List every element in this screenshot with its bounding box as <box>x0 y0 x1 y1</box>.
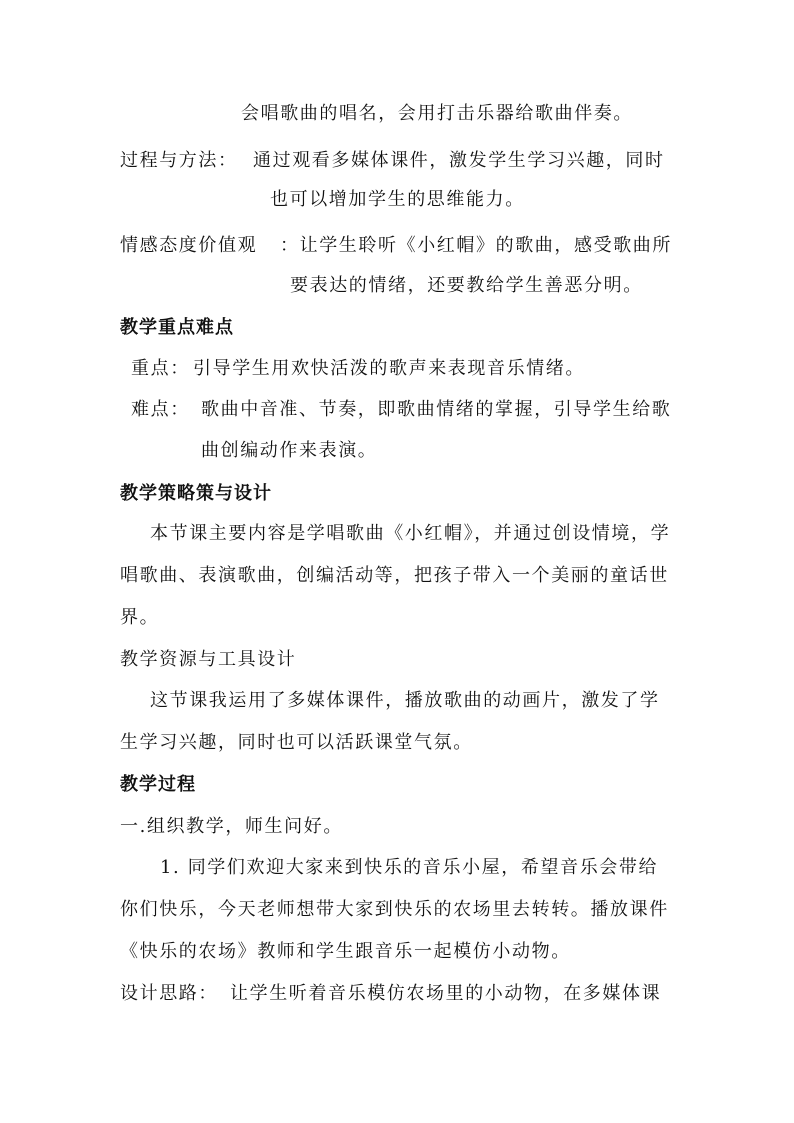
resources-heading: 教学资源与工具设计 <box>120 649 297 670</box>
emotion-attitude-text: ：让学生聆听《小红帽》的歌曲，感受歌曲所 <box>280 235 672 256</box>
key-point-text: 引导学生用欢快活泼的歌声来表现音乐情绪。 <box>193 358 585 379</box>
emotion-attitude-text-continued: 要表达的情绪，还要教给学生善恶分明。 <box>290 275 643 296</box>
teaching-process-heading: 教学过程 <box>120 774 196 795</box>
key-point-label: 重点： <box>131 358 190 379</box>
difficulty-label: 难点： <box>131 399 190 420</box>
skills-objective-continued: 会唱歌曲的唱名，会用打击乐器给歌曲伴奏。 <box>241 103 633 124</box>
process-item-1-line-3: 《快乐的农场》教师和学生跟音乐一起模仿小动物。 <box>120 941 571 962</box>
design-idea-text: 让学生听着音乐模仿农场里的小动物，在多媒体课 <box>230 983 662 1004</box>
process-item-1-line-2: 你们快乐，今天老师想带大家到快乐的农场里去转转。播放课件 <box>120 899 669 920</box>
strategy-paragraph-line-3: 界。 <box>120 607 160 628</box>
process-method-label: 过程与方法： <box>120 150 238 171</box>
emotion-attitude-label: 情感态度价值观 <box>120 235 258 256</box>
process-item-1-line-1: 1. 同学们欢迎大家来到快乐的音乐小屋，希望音乐会带给 <box>160 857 659 878</box>
step-organize-teaching: 一.组织教学，师生问好。 <box>120 816 343 837</box>
process-method-text-continued: 也可以增加学生的思维能力。 <box>270 189 525 210</box>
strategy-paragraph-line-1: 本节课主要内容是学唱歌曲《小红帽》，并通过创设情境，学 <box>150 523 671 544</box>
resources-paragraph-line-2: 生学习兴趣，同时也可以活跃课堂气氛。 <box>120 732 473 753</box>
key-difficult-points-heading: 教学重点难点 <box>120 317 234 338</box>
strategy-heading: 教学策略策与设计 <box>120 483 272 504</box>
design-idea-label: 设计思路： <box>120 983 218 1004</box>
difficulty-text: 歌曲中音准、节奏，即歌曲情绪的掌握，引导学生给歌 <box>201 399 672 420</box>
resources-paragraph-line-1: 这节课我运用了多媒体课件，播放歌曲的动画片，激发了学 <box>150 690 660 711</box>
difficulty-text-continued: 曲创编动作来表演。 <box>201 440 378 461</box>
strategy-paragraph-line-2: 唱歌曲、表演歌曲，创编活动等，把孩子带入一个美丽的童话世 <box>120 565 669 586</box>
process-method-text: 通过观看多媒体课件，激发学生学习兴趣，同时 <box>253 150 665 171</box>
